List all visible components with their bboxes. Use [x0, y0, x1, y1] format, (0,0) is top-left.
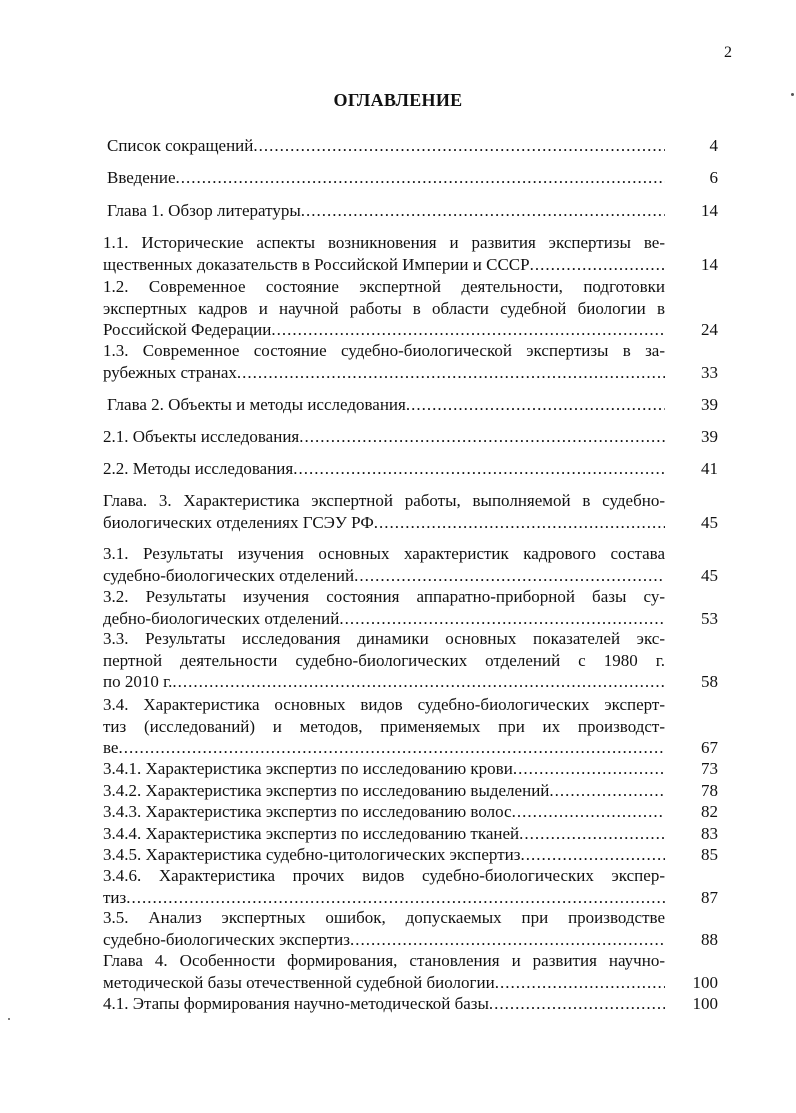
- toc-entry-title: [103, 275, 665, 342]
- toc-entry-text: рубежных странах: [103, 362, 237, 382]
- toc-entry-page: 14: [701, 254, 718, 274]
- toc-entry-line: 1.3. Современное состояние судебно-биологической экспертизы в за-: [103, 341, 665, 360]
- toc-entry-page: 39: [701, 395, 718, 414]
- toc-entry-line: 3.3. Результаты исследования динамики основных показателей экс-: [103, 629, 665, 648]
- toc-entry-line: 1.1. Исторические аспекты возникновения и развития экспертизы ве-: [103, 233, 665, 252]
- toc-entry-title: [103, 757, 665, 781]
- page-number: 2: [724, 44, 732, 61]
- toc-entry-line: 1.2. Современное состояние экспертной деятельности, подготовки: [103, 277, 665, 296]
- toc-entry-page: 87: [701, 887, 718, 907]
- toc-entry-title: [107, 199, 665, 223]
- toc-entry-line: 3.5. Анализ экспертных ошибок, допускаемых при производстве: [103, 908, 665, 927]
- toc-entry-page: 58: [701, 672, 718, 691]
- dot-leader: [237, 361, 665, 385]
- toc-entry-text: Глава 1. Обзор литературы: [107, 201, 301, 220]
- toc-entry-line: [103, 992, 665, 1016]
- toc-entry-title: [103, 542, 665, 588]
- toc-entry-title: [103, 992, 665, 1016]
- toc-entry-page: 82: [701, 802, 718, 821]
- dot-leader: [301, 199, 665, 223]
- toc-entry-line: [103, 757, 665, 781]
- toc-entry-title: [103, 489, 665, 535]
- toc-entry-title: [103, 425, 665, 449]
- toc-entry-line: [103, 564, 665, 588]
- toc-entry-line: [103, 253, 665, 277]
- toc-entry-title: [103, 906, 665, 952]
- toc-entry-line: 3.2. Результаты изучения состояния аппаратно-приборной базы су-: [103, 587, 665, 606]
- toc-entry-line: [103, 928, 665, 952]
- toc-entry-page: 67: [701, 738, 718, 757]
- dot-leader: [172, 670, 665, 694]
- toc-entry-title: [103, 231, 665, 277]
- dot-leader: [513, 757, 665, 781]
- toc-entry-page: 39: [701, 427, 718, 446]
- toc-entry-text: Список сокращений: [107, 136, 254, 155]
- dot-leader: [293, 457, 665, 481]
- toc-entry-page: 4: [709, 136, 718, 155]
- toc-entry-line: [103, 361, 665, 385]
- dot-leader: [253, 134, 665, 158]
- toc-entry-line: [103, 670, 665, 694]
- toc-entry-line: экспертных кадров и научной работы в области судебной биологии в: [103, 298, 665, 318]
- toc-entry-page: 45: [701, 565, 718, 585]
- toc-entry-page: 33: [701, 362, 718, 382]
- toc-entry-page: 83: [701, 824, 718, 843]
- toc-entry-page: 14: [701, 201, 718, 220]
- toc-entry-title: [103, 627, 665, 694]
- toc-entry-line: Глава. 3. Характеристика экспертной работы, выполняемой в судебно-: [103, 491, 665, 510]
- toc-entry-line: [103, 971, 665, 995]
- toc-entry-line: [107, 166, 665, 190]
- toc-entry-page: 24: [701, 320, 718, 339]
- toc-entry-text: 2.2. Методы исследования: [103, 459, 294, 478]
- dot-leader: [406, 393, 665, 417]
- toc-entry-title: [103, 339, 665, 385]
- toc-entry-text: Российской Федерации: [103, 320, 272, 339]
- toc-entry-page: 41: [701, 459, 718, 478]
- toc-entry-line: 3.4. Характеристика основных видов судебно-биологических эксперт-: [103, 695, 665, 714]
- toc-entry-text: 2.1. Объекты исследования: [103, 427, 300, 446]
- toc-entry-text: методической базы отечественной судебной биологии: [103, 972, 495, 992]
- toc-entry-text: 3.4.2. Характеристика экспертиз по исследованию выделений: [103, 781, 550, 800]
- page-title: ОГЛАВЛЕНИЕ: [333, 90, 463, 110]
- toc-entry-title: [103, 949, 665, 995]
- toc-entry-page: 88: [701, 929, 718, 949]
- toc-entry-text: 4.1. Этапы формирования научно-методической базы: [103, 994, 489, 1013]
- toc-entry-title: [107, 134, 665, 158]
- dot-leader: [354, 564, 665, 588]
- toc-entry-line: пертной деятельности судебно-биологических отделений с 1980 г.: [103, 650, 665, 670]
- toc-entry-text: ве: [103, 738, 119, 757]
- toc-entry-line: тиз (исследований) и методов, применяемых при их производст-: [103, 716, 665, 736]
- toc-entry-text: щественных доказательств в Российской Империи и СССР: [103, 254, 530, 274]
- toc-entry-title: [103, 585, 665, 631]
- toc-entry-page: 53: [701, 608, 718, 628]
- toc-entry-line: [103, 457, 665, 481]
- toc-entry-text: судебно-биологических экспертиз: [103, 929, 350, 949]
- toc-entry-title: [103, 457, 665, 481]
- toc-entry-title: [103, 693, 665, 760]
- toc-entry-page: 45: [701, 512, 718, 532]
- toc-entry-page: 73: [701, 759, 718, 778]
- toc-entry-text: биологических отделениях ГСЭУ РФ: [103, 512, 374, 532]
- toc-entry-page: 85: [701, 845, 718, 864]
- toc-entry-line: [107, 134, 665, 158]
- toc-entry-line: [103, 511, 665, 535]
- toc-entry-text: 3.4.5. Характеристика судебно-цитологических экспертиз: [103, 845, 521, 864]
- toc-entry-text: 3.4.3. Характеристика экспертиз по исследованию волос: [103, 802, 512, 821]
- toc-entry-line: [107, 393, 665, 417]
- dot-leader: [489, 992, 665, 1016]
- toc-entry-title: [107, 393, 665, 417]
- dot-leader: [512, 800, 665, 824]
- toc-entry-line: [107, 199, 665, 223]
- toc-entry-title: [103, 800, 665, 824]
- toc-entry-line: 3.1. Результаты изучения основных характеристик кадрового состава: [103, 544, 665, 563]
- toc-entry-page: 78: [701, 781, 718, 800]
- toc-entry-text: 3.4.4. Характеристика экспертиз по исследованию тканей: [103, 824, 520, 843]
- toc-entry-text: судебно-биологических отделений: [103, 565, 355, 585]
- dot-leader: [176, 166, 665, 190]
- dot-leader: [530, 253, 665, 277]
- toc-entry-text: по 2010 г.: [103, 672, 173, 691]
- toc-entry-line: Глава 4. Особенности формирования, становления и развития научно-: [103, 951, 665, 970]
- scan-speck: [791, 93, 794, 96]
- toc-entry-title: [103, 864, 665, 910]
- toc-entry-text: 3.4.1. Характеристика экспертиз по исследованию крови: [103, 759, 513, 778]
- toc-entry-title: [107, 166, 665, 190]
- scan-speck: [8, 1018, 10, 1020]
- toc-entry-line: [103, 800, 665, 824]
- toc-entry-page: 6: [709, 168, 718, 187]
- toc-entry-line: [103, 425, 665, 449]
- toc-entry-text: дебно-биологических отделений: [103, 608, 340, 628]
- dot-leader: [299, 425, 665, 449]
- toc-entry-text: Введение: [107, 168, 176, 187]
- dot-leader: [350, 928, 665, 952]
- dot-leader: [495, 971, 665, 995]
- toc-entry-text: тиз: [103, 887, 127, 907]
- dot-leader: [374, 511, 665, 535]
- toc-entry-line: 3.4.6. Характеристика прочих видов судебно-биологических экспер-: [103, 866, 665, 885]
- toc-entry-text: Глава 2. Объекты и методы исследования: [107, 395, 406, 414]
- toc-entry-page: 100: [692, 994, 718, 1013]
- toc-entry-page: 100: [692, 972, 718, 992]
